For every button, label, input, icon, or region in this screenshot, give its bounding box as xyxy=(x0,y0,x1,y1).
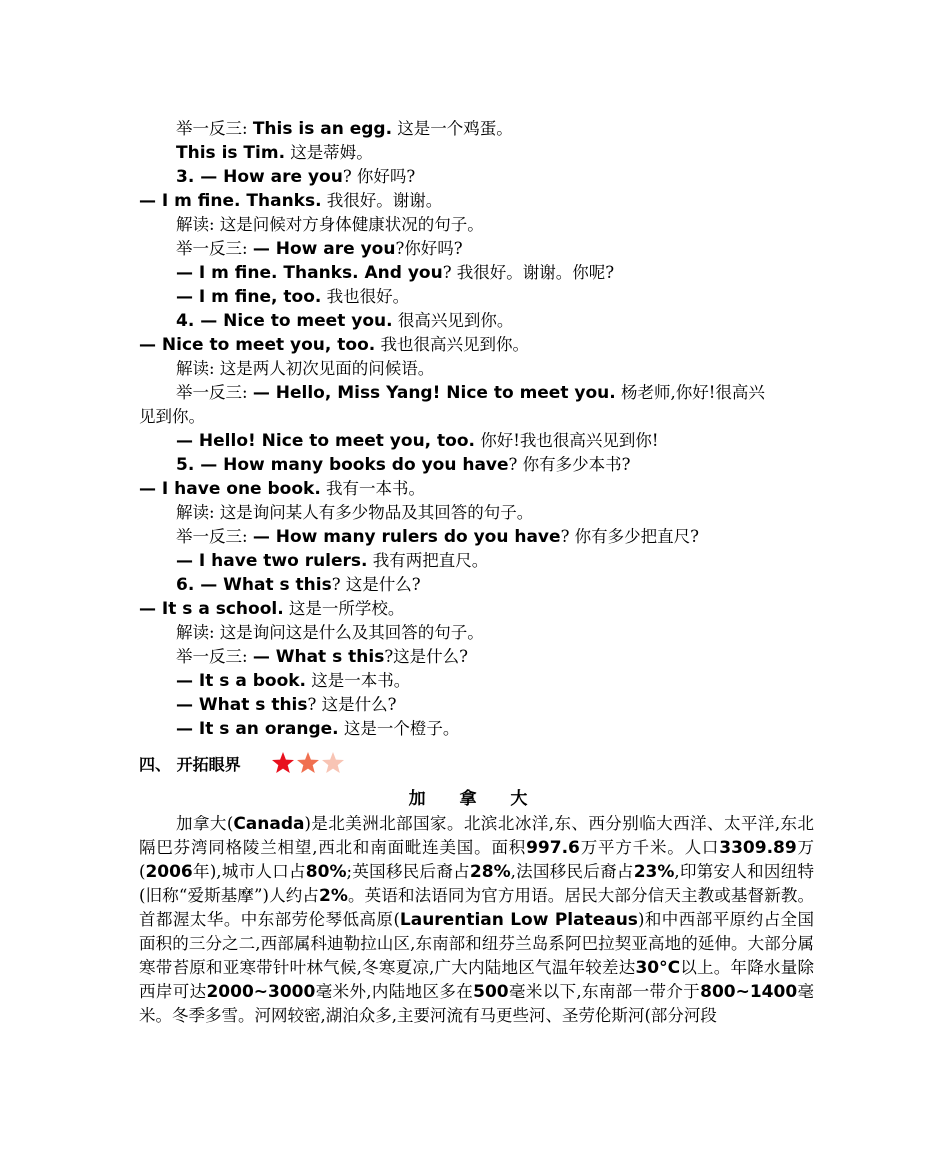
chinese-text: 我也很好。 xyxy=(321,287,410,306)
chinese-text: 举一反三: xyxy=(176,119,253,138)
chinese-text: 举一反三: xyxy=(176,527,253,546)
chinese-text: 我有一本书。 xyxy=(320,479,426,498)
english-text: — It s an orange. xyxy=(176,719,339,739)
article-run: 万( xyxy=(139,838,815,881)
text-line xyxy=(176,213,484,237)
english-text: — Nice to meet you, too. xyxy=(139,335,376,355)
english-text: — What s this xyxy=(252,647,385,667)
chinese-text: 解读: 这是问候对方身体健康状况的句子。 xyxy=(176,215,484,234)
chinese-text: ? 这是什么? xyxy=(307,695,397,714)
text-line xyxy=(176,141,373,165)
english-text: — I m fine, too. xyxy=(176,287,322,307)
text-line xyxy=(139,189,442,213)
article-run: 2% xyxy=(319,886,348,906)
article-run: 800~1400 xyxy=(700,982,798,1002)
text-line xyxy=(139,477,425,501)
english-text: 3. — How are you xyxy=(176,167,343,187)
chinese-text: 见到你。 xyxy=(139,407,205,426)
english-text: 5. — How many books do you have xyxy=(176,455,509,475)
english-text: — Hello! Nice to meet you, too. xyxy=(176,431,475,451)
chinese-text: ? 我很好。谢谢。你呢? xyxy=(442,263,615,282)
text-line xyxy=(176,237,463,261)
text-line xyxy=(176,573,421,597)
text-line xyxy=(139,333,529,357)
chinese-text: 很高兴见到你。 xyxy=(392,311,514,330)
star-2 xyxy=(297,752,319,773)
text-line xyxy=(176,429,659,453)
article-run: 毫米以下,东南部一带介于 xyxy=(508,982,701,1001)
english-text: This is an egg. xyxy=(252,119,393,139)
text-line xyxy=(176,357,434,381)
chinese-text: 这是蒂姆。 xyxy=(285,143,373,162)
article-run: 500 xyxy=(473,982,509,1002)
chinese-text: ? 这是什么? xyxy=(331,575,421,594)
article-run: ,印第安人和因纽特(旧称“爱斯基摩”)人约占 xyxy=(139,862,814,905)
text-line xyxy=(176,645,468,669)
text-line xyxy=(139,405,205,429)
article-run: 2000~3000 xyxy=(206,982,316,1002)
text-line xyxy=(176,453,630,477)
text-line xyxy=(176,501,533,525)
article-run: 毫米。冬季多雪。河网较密,湖泊众多,主要河流有马更些河、圣劳伦斯河(部分河段 xyxy=(139,982,815,1025)
chinese-text: 举一反三: xyxy=(176,647,253,666)
text-line xyxy=(176,309,513,333)
chinese-text: ? 你好吗? xyxy=(342,167,416,186)
article-run: Canada xyxy=(233,814,305,834)
english-text: This is Tim. xyxy=(176,143,286,163)
article-run: 28% xyxy=(469,862,511,882)
text-line xyxy=(176,549,488,573)
star-1 xyxy=(272,752,294,773)
text-line xyxy=(176,261,614,285)
article-run: 80% xyxy=(305,862,347,882)
chinese-text: 你好!我也很高兴见到你! xyxy=(475,431,659,450)
text-line xyxy=(176,693,396,717)
chinese-text: ? 你有多少本书? xyxy=(508,455,631,474)
article-run: )和中西部平原约占全国面积的三分之二,西部属科迪勒拉山区,东南部和纽芬兰岛系阿巴拉契亚高地的延伸。大部分属寒带苔原和亚寒带针叶林气候,冬寒夏凉,广大内陆地区气温年较差达 xyxy=(139,910,815,977)
chinese-text: 我很好。谢谢。 xyxy=(321,191,443,210)
article-body xyxy=(139,812,814,1028)
text-line xyxy=(176,165,415,189)
chinese-text: ? 你有多少把直尺? xyxy=(560,527,699,546)
article-run: 30°C xyxy=(635,958,681,978)
article-run: )是北美洲北部国家。北滨北冰洋,东、西分别临大西洋、太平洋,东北隔巴芬湾同格陵兰相望,西北和南面毗连美国。面积 xyxy=(139,814,815,857)
english-text: — Hello, Miss Yang! Nice to meet you. xyxy=(252,383,616,403)
english-text: 4. — Nice to meet you. xyxy=(176,311,393,331)
english-text: — How are you xyxy=(252,239,396,259)
english-text: — What s this xyxy=(176,695,308,715)
english-text: — I m fine. Thanks. And you xyxy=(176,263,443,283)
article-run: ,法国移民后裔占 xyxy=(510,862,634,881)
article-run: 997.6 xyxy=(526,838,580,858)
chinese-text: 举一反三: xyxy=(176,383,253,402)
article-run: 2006 xyxy=(145,862,193,882)
chinese-text: 杨老师,你好!很高兴 xyxy=(615,383,765,402)
chinese-text: 这是一个橙子。 xyxy=(338,719,460,738)
text-line xyxy=(176,381,765,405)
text-line xyxy=(139,597,404,621)
chinese-text: 解读: 这是询问这是什么及其回答的句子。 xyxy=(176,623,484,642)
article-run: 加拿大( xyxy=(176,814,234,833)
chinese-text: 解读: 这是两人初次见面的问候语。 xyxy=(176,359,435,378)
article-run: 毫米外,内陆地区多在 xyxy=(315,982,474,1001)
text-line xyxy=(176,117,513,141)
chinese-text: 这是一本书。 xyxy=(306,671,411,690)
section-heading: 四、 开拓眼界 xyxy=(139,755,241,774)
english-text: — It s a school. xyxy=(139,599,284,619)
text-line xyxy=(176,717,459,741)
chinese-text: ?这是什么? xyxy=(384,647,469,666)
english-text: 6. — What s this xyxy=(176,575,332,595)
article-run: 万平方千米。人口 xyxy=(579,838,720,857)
english-text: — How many rulers do you have xyxy=(252,527,561,547)
text-line xyxy=(176,669,410,693)
text-line xyxy=(176,621,484,645)
text-line xyxy=(176,285,409,309)
article-run: ;英国移民后裔占 xyxy=(346,862,470,881)
article-run: 以上。年降水量除西岸可达 xyxy=(139,958,814,1001)
chinese-text: ?你好吗? xyxy=(395,239,463,258)
article-run: 23% xyxy=(633,862,675,882)
article-run: 。英语和法语同为官方用语。居民大部分信天主教或基督新教。首都渥太华。中东部劳伦琴低高原( xyxy=(139,886,815,929)
chinese-text: 这是一所学校。 xyxy=(283,599,405,618)
article-run: 年),城市人口占 xyxy=(192,862,306,881)
chinese-text: 解读: 这是询问某人有多少物品及其回答的句子。 xyxy=(176,503,534,522)
english-text: — I have two rulers. xyxy=(176,551,368,571)
text-line xyxy=(176,525,699,549)
chinese-text: 举一反三: xyxy=(176,239,253,258)
three-stars-icon xyxy=(270,750,350,776)
chinese-text: 我也很高兴见到你。 xyxy=(375,335,529,354)
english-text: — I have one book. xyxy=(139,479,321,499)
english-text: — I m fine. Thanks. xyxy=(139,191,322,211)
star-3 xyxy=(322,752,344,773)
article-run: Laurentian Low Plateaus xyxy=(399,910,638,930)
chinese-text: 我有两把直尺。 xyxy=(367,551,489,570)
chinese-text: 这是一个鸡蛋。 xyxy=(392,119,513,138)
article-run: 3309.89 xyxy=(719,838,797,858)
article-title: 加 拿 大 xyxy=(408,789,542,809)
english-text: — It s a book. xyxy=(176,671,307,691)
